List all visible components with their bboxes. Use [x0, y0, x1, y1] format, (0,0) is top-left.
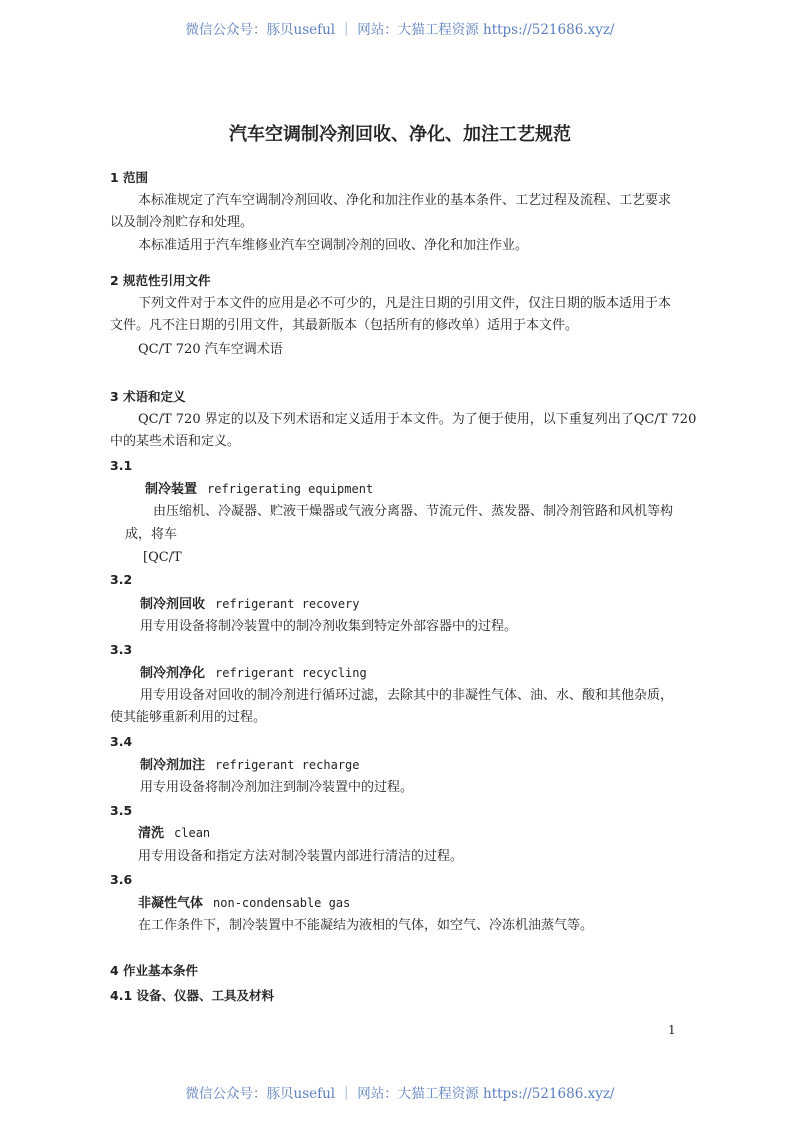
term-definition: 由压缩机、冷凝器、贮液干燥器或气液分离器、节流元件、蒸发器、制冷剂管路和风机等构 — [153, 504, 674, 519]
term-definition: 用专用设备对回收的制冷剂进行循环过滤，去除其中的非凝性气体、油、水、酸和其他杂质， — [140, 688, 674, 703]
term-title — [138, 825, 210, 842]
term-number: 3.4 — [110, 734, 133, 749]
term-en: refrigerant recycling — [215, 666, 367, 680]
section-1-heading: 1 范围 — [110, 170, 149, 185]
term-number: 3.1 — [110, 458, 133, 473]
paragraph: QC/T 720 界定的以及下列术语和定义适用于本文件。为了便于使用，以下重复列出了QC/T 720 — [138, 412, 697, 427]
term-definition: 用专用设备将制冷剂加注到制冷装置中的过程。 — [140, 780, 414, 795]
term-definition-partial: 成，将车 — [125, 527, 178, 542]
term-title — [140, 596, 360, 613]
term-en: non-condensable gas — [213, 896, 351, 910]
page-number: 1 — [668, 1023, 676, 1037]
footer-watermark-banner: 微信公众号：豚贝useful ｜ 网站：大猫工程资源 https://521686.xyz/ — [185, 1086, 615, 1102]
paragraph: 本标准规定了汽车空调制冷剂回收、净化和加注作业的基本条件、工艺过程及流程、工艺要求 — [138, 193, 672, 208]
term-en: refrigerating equipment — [207, 482, 374, 496]
term-en: refrigerant recovery — [215, 597, 360, 611]
document-title: 汽车空调制冷剂回收、净化、加注工艺规范 — [229, 124, 571, 145]
paragraph: 以及制冷剂贮存和处理。 — [110, 215, 254, 230]
term-en: clean — [174, 826, 211, 840]
paragraph: 本标准适用于汽车维修业汽车空调制冷剂的回收、净化和加注作业。 — [138, 238, 529, 253]
reference-item: QC/T 720 汽车空调术语 — [138, 342, 283, 357]
paragraph: 下列文件对于本文件的应用是必不可少的，凡是注日期的引用文件，仅注日期的版本适用于本 — [138, 296, 672, 311]
term-zh: 制冷装置 — [145, 482, 198, 497]
term-source: [QC/T — [143, 550, 182, 565]
term-title — [140, 757, 360, 774]
term-en: refrigerant recharge — [215, 758, 360, 772]
term-definition: 用专用设备将制冷装置中的制冷剂收集到特定外部容器中的过程。 — [140, 619, 518, 634]
header-watermark-banner: 微信公众号：豚贝useful ｜ 网站：大猫工程资源 https://521686.xyz/ — [185, 22, 615, 38]
section-3-heading: 3 术语和定义 — [110, 389, 186, 404]
term-zh: 制冷剂加注 — [140, 758, 206, 773]
subsection-heading: 4.1 设备、仪器、工具及材料 — [110, 988, 274, 1003]
term-title — [140, 665, 367, 682]
paragraph: 文件。凡不注日期的引用文件，其最新版本（包括所有的修改单）适用于本文件。 — [110, 318, 579, 333]
paragraph: 中的某些术语和定义。 — [110, 434, 241, 449]
section-2-heading: 2 规范性引用文件 — [110, 273, 211, 288]
term-number: 3.2 — [110, 572, 133, 587]
term-number: 3.3 — [110, 642, 133, 657]
term-definition: 在工作条件下，制冷装置中不能凝结为液相的气体，如空气、冷冻机油蒸气等。 — [138, 918, 594, 933]
term-title — [145, 481, 373, 498]
term-zh: 制冷剂净化 — [140, 666, 206, 681]
term-zh: 制冷剂回收 — [140, 597, 206, 612]
term-number: 3.5 — [110, 803, 133, 818]
section-4-heading: 4 作业基本条件 — [110, 963, 199, 978]
term-title — [138, 895, 350, 912]
term-definition: 使其能够重新利用的过程。 — [110, 710, 267, 725]
term-number: 3.6 — [110, 872, 133, 887]
term-definition: 用专用设备和指定方法对制冷装置内部进行清洁的过程。 — [138, 849, 464, 864]
term-zh: 非凝性气体 — [138, 896, 204, 911]
term-zh: 清洗 — [138, 826, 165, 841]
